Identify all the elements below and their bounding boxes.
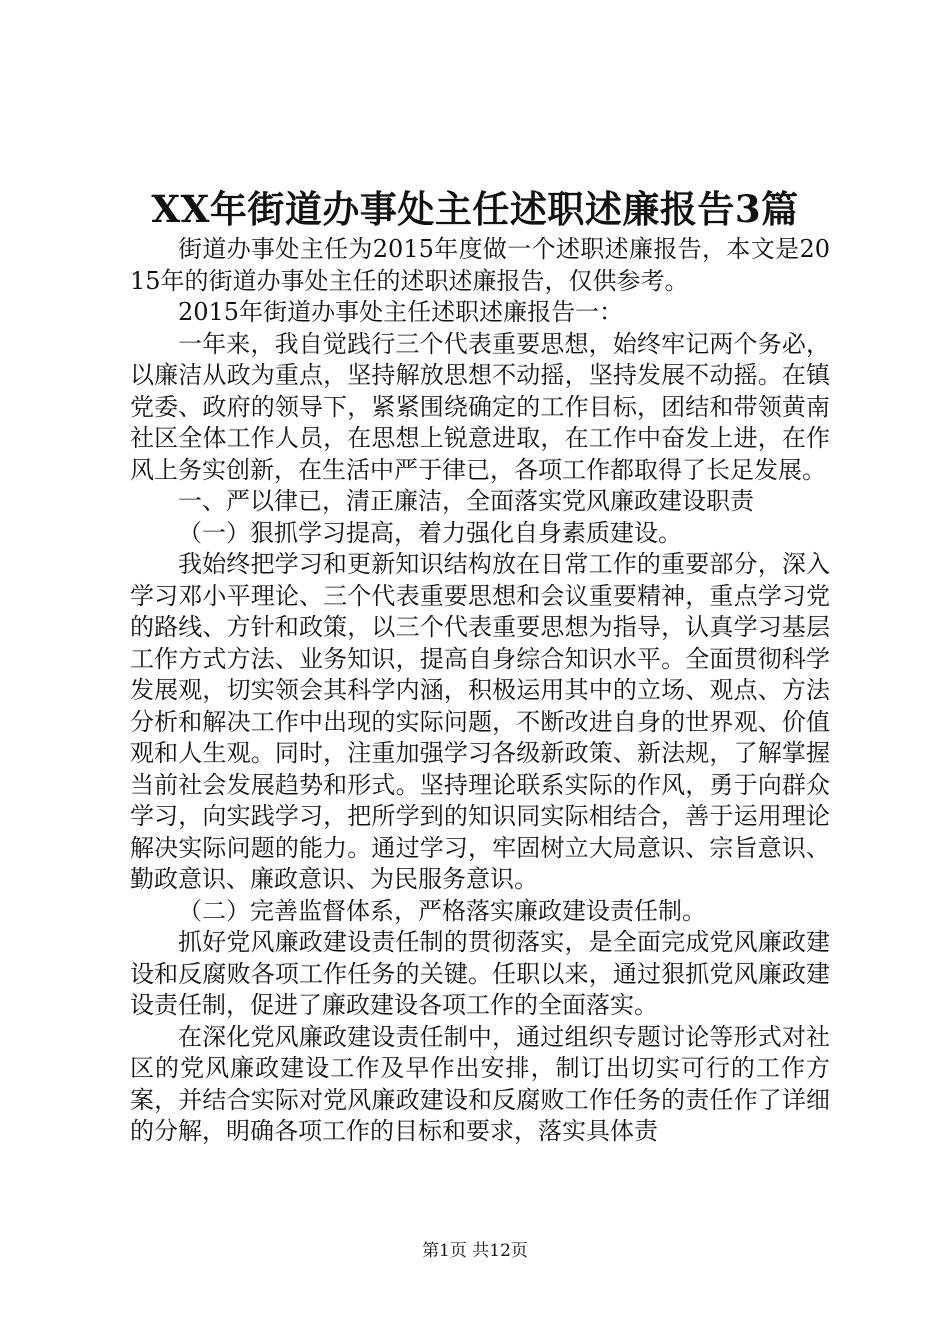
paragraph: 抓好党风廉政建设责任制的贯彻落实，是全面完成党风廉政建设和反腐败各项工作任务的关键。任职以来，通过狠抓党风廉政建设责任制，促进了廉政建设各项工作的全面落实。 xyxy=(130,928,830,1019)
paragraph: 2015年街道办事处主任述职述廉报告一： xyxy=(178,298,624,326)
paragraph: 我始终把学习和更新知识结构放在日常工作的重要部分，深入学习邓小平理论、三个代表重要思想和会议重要精神，重点学习党的路线、方针和政策，以三个代表重要思想为指导，认真学习基层工作方式方法、业务知识，提高自身综合知识水平。全面贯彻科学发展观，切实领会其科学内涵，积极运用其中的立场、观点、方法分析和解决工作中出现的实际问题，不断改进自身的世界观、价值观和人生观。同时，注重加强学习各级新政策、新法规，了解掌握当前社会发展趋势和形式。坚持理论联系实际的作风，勇于向群众学习，向实践学习，把所学到的知识同实际相结合，善于运用理论解决实际问题的能力。通过学习，牢固树立大局意识、宗旨意识、勤政意识、廉政意识、为民服务意识。 xyxy=(130,550,830,893)
subsection-heading: （一）狠抓学习提高，着力强化自身素质建设。 xyxy=(178,518,682,547)
subsection-heading: （二）完善监督体系，严格落实廉政建设责任制。 xyxy=(178,896,706,925)
paragraph: 一年来，我自觉践行三个代表重要思想，始终牢记两个务必，以廉洁从政为重点，坚持解放思想不动摇，坚持发展不动摇。在镇党委、政府的领导下，紧紧围绕确定的工作目标，团结和带领黄南社区全体工作人员，在思想上锐意进取，在工作中奋发上进，在作风上务实创新，在生活中严于律已，各项工作都取得了长足发展。 xyxy=(130,329,830,484)
page-footer: 第1页 共12页 xyxy=(422,1241,528,1261)
section-heading: 一、严以律已，清正廉洁，全面落实党风廉政建设职责 xyxy=(178,487,754,515)
document-body xyxy=(130,234,830,1148)
paragraph: 街道办事处主任为2015年度做一个述职述廉报告，本文是2015年的街道办事处主任的述职述廉报告，仅供参考。 xyxy=(130,235,830,295)
document-title: XX年街道办事处主任述职述廉报告3篇 xyxy=(151,186,799,231)
paragraph: 在深化党风廉政建设责任制中，通过组织专题讨论等形式对社区的党风廉政建设工作及早作出安排，制订出切实可行的工作方案，并结合实际对党风廉政建设和反腐败工作任务的责任作了详细的分解，明确各项工作的目标和要求，落实具体责 xyxy=(130,1022,830,1145)
